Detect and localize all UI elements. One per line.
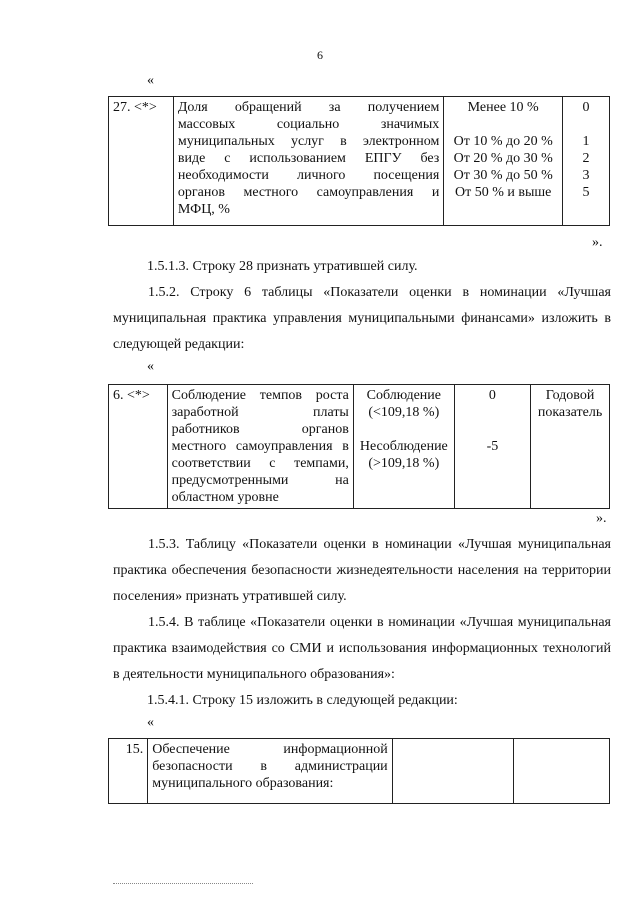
row-number: 6. <*> xyxy=(109,385,168,509)
indicator-description: Соблюдение темпов роста заработной платы работников органов местного самоуправления в соответствии с темпами, предусмотренными на областном уровне xyxy=(167,385,353,509)
row-number: 15. xyxy=(109,739,148,804)
table-row-15 xyxy=(108,738,610,804)
paragraph-1-5-1-3: 1.5.1.3. Строку 28 признать утратившей силу. xyxy=(147,259,418,274)
page-number: 6 xyxy=(317,48,323,62)
note-cell: Годовой показатель xyxy=(531,385,610,509)
close-quote-2: ». xyxy=(596,511,607,526)
criteria-cell: Соблюдение (<109,18 %) Несоблюдение (>109,18 %) xyxy=(353,385,454,509)
open-quote: « xyxy=(147,73,154,88)
paragraph-1-5-4: 1.5.4. В таблице «Показатели оценки в номинации «Лучшая муниципальная практика взаимодействия со СМИ и использования информационных технологий в деятельности муниципального образования»: xyxy=(113,615,611,682)
scores-cell xyxy=(514,739,610,804)
footer-divider xyxy=(113,883,253,884)
open-quote-2: « xyxy=(147,359,154,374)
indicator-description: Доля обращений за получением массовых социально значимых муниципальных услуг в электронном виде с использованием ЕПГУ без необходимости личного посещения органов местного самоуправления и МФЦ, % xyxy=(173,97,443,226)
row-number: 27. <*> xyxy=(109,97,174,226)
indicator-description: Обеспечение информационной безопасности в администрации муниципального образования: xyxy=(148,739,392,804)
criteria-cell xyxy=(392,739,514,804)
table-row-6 xyxy=(108,384,610,509)
paragraph-1-5-2: 1.5.2. Строку 6 таблицы «Показатели оценки в номинации «Лучшая муниципальная практика управления муниципальными финансами» изложить в следующей редакции: xyxy=(113,285,611,352)
open-quote-3: « xyxy=(147,715,154,730)
scores-cell: 0 -5 xyxy=(454,385,530,509)
criteria-cell: Менее 10 % От 10 % до 20 % От 20 % до 30 % От 30 % до 50 % От 50 % и выше xyxy=(444,97,563,226)
paragraph-1-5-3: 1.5.3. Таблицу «Показатели оценки в номинации «Лучшая муниципальная практика обеспечения безопасности жизнедеятельности населения на территории поселения» признать утратившей силу. xyxy=(113,537,611,604)
close-quote-1: ». xyxy=(592,235,603,250)
paragraph-1-5-4-1: 1.5.4.1. Строку 15 изложить в следующей редакции: xyxy=(147,693,458,708)
scores-cell: 0 1 2 3 5 xyxy=(563,97,610,226)
table-row-27 xyxy=(108,96,610,226)
